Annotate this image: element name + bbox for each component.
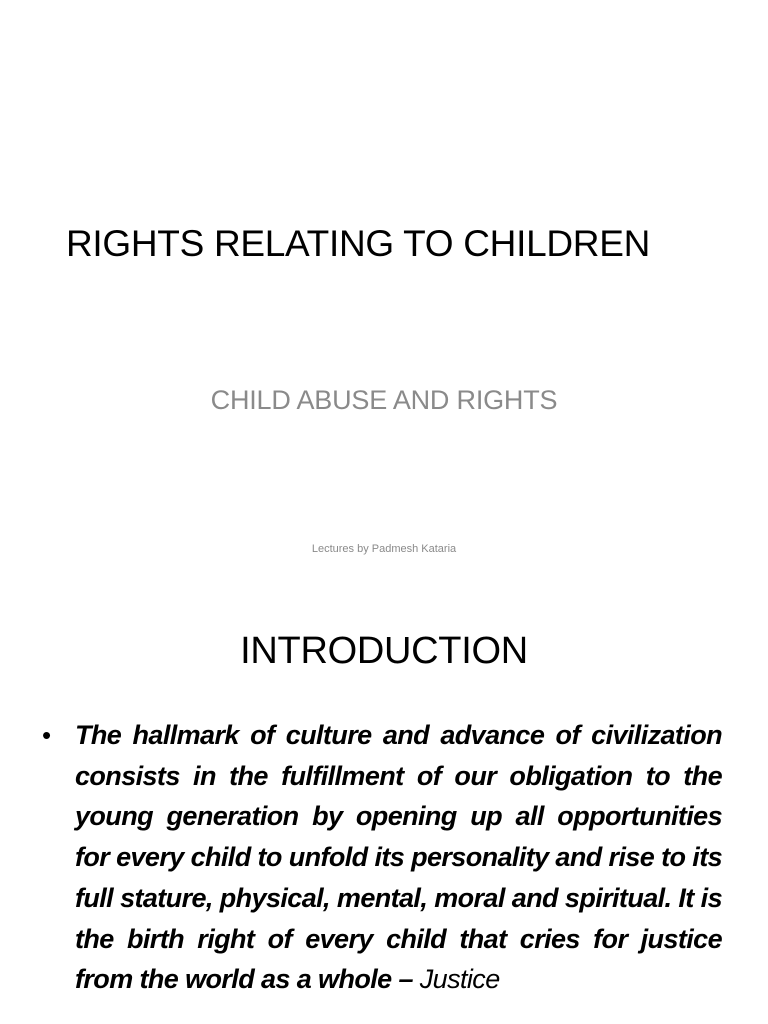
- slide-title: RIGHTS RELATING TO CHILDREN: [66, 223, 650, 264]
- bullet-body: The hallmark of culture and advance of civilization consists in the fulfillment of our obligation to the young generation by opening up all opportunities for every child to unfold its personality and rise to its full stature, physical, mental, moral and spiritual. It is the birth right of every child that cries for justice from the world as a whole –: [75, 720, 722, 995]
- bullet-list: [0, 715, 768, 1000]
- slide-subtitle: CHILD ABUSE AND RIGHTS: [210, 385, 558, 415]
- slide-footer: Lectures by Padmesh Kataria: [311, 543, 457, 555]
- bullet-text: [75, 715, 722, 1000]
- bullet-citation: Justice: [419, 964, 500, 995]
- introduction-slide: [0, 590, 768, 1024]
- slide-heading: INTRODUCTION: [240, 630, 528, 672]
- bullet-item: [0, 715, 768, 1000]
- bullet-dot-icon: •: [42, 720, 52, 750]
